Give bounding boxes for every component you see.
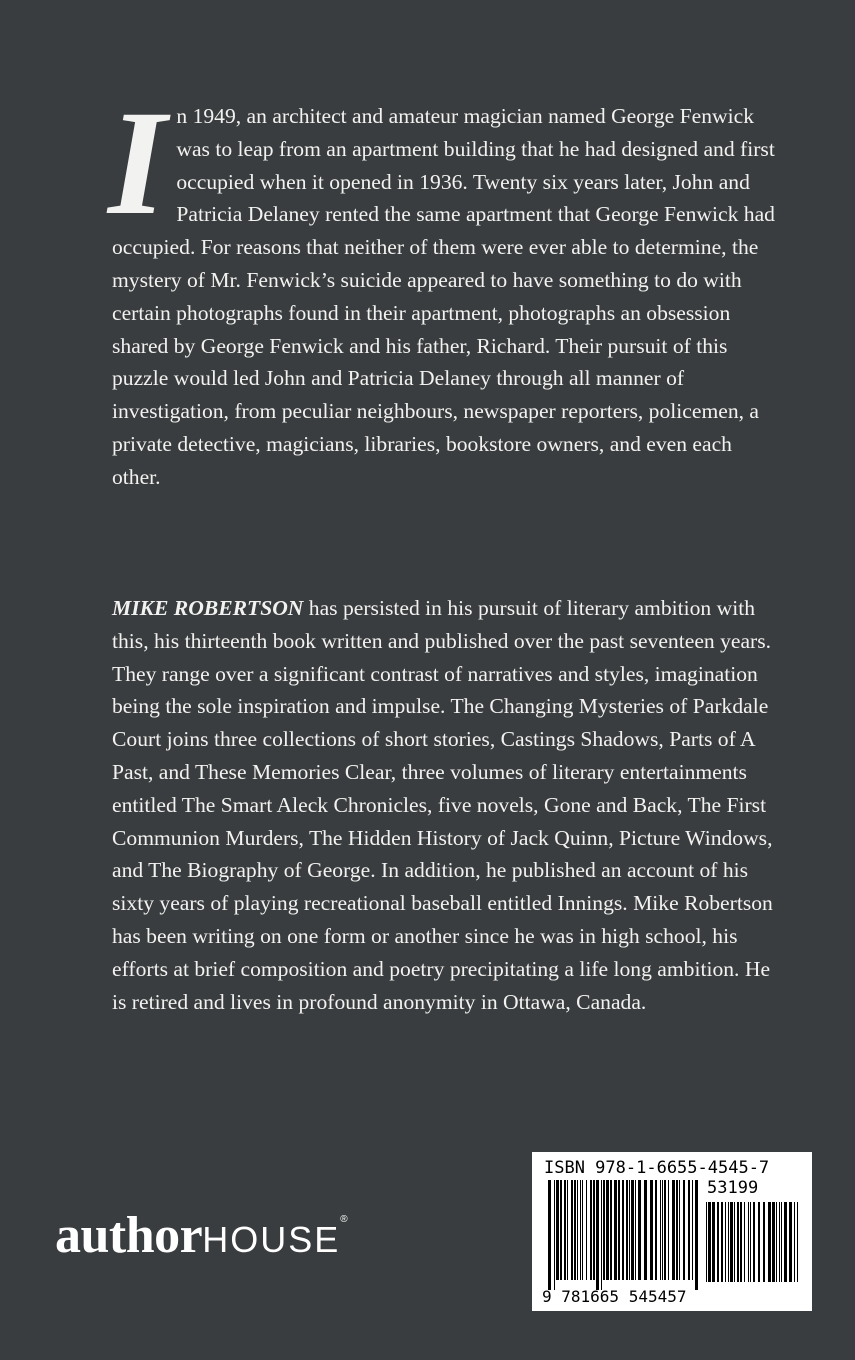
barcode-bar xyxy=(797,1202,798,1282)
barcode-bar xyxy=(567,1180,568,1280)
barcode-bar xyxy=(610,1180,612,1280)
barcode-bar xyxy=(748,1202,749,1282)
barcode-bar xyxy=(668,1180,669,1280)
publisher-logo-author: author xyxy=(55,1207,203,1264)
barcode-bar xyxy=(590,1180,592,1280)
synopsis-paragraph xyxy=(108,80,777,494)
barcode-bar xyxy=(750,1202,751,1282)
barcode-bar xyxy=(688,1180,690,1280)
barcode-bar xyxy=(753,1202,755,1282)
publisher-logo xyxy=(55,1206,348,1264)
barcode-bar xyxy=(695,1180,698,1290)
barcode-bar xyxy=(776,1202,777,1282)
barcode-bar xyxy=(683,1180,685,1280)
barcode-bar xyxy=(784,1202,787,1282)
barcode-bar xyxy=(676,1180,678,1280)
barcode-bar xyxy=(593,1180,595,1280)
barcode-main-bars xyxy=(548,1180,700,1290)
author-bio-paragraph xyxy=(112,592,777,1018)
barcode-bar xyxy=(622,1180,624,1280)
barcode-bar xyxy=(560,1180,562,1280)
barcode-bar xyxy=(744,1202,745,1282)
drop-cap: I xyxy=(108,80,167,246)
barcode-bar xyxy=(614,1180,617,1280)
barcode-bar xyxy=(556,1180,559,1280)
barcode-bar xyxy=(606,1180,609,1280)
barcode-bar xyxy=(706,1202,707,1282)
barcode-bar xyxy=(548,1180,551,1290)
barcode-digits: 9 781665 545457 xyxy=(542,1287,687,1306)
barcode-bar xyxy=(734,1202,735,1282)
publisher-logo-house: HOUSE xyxy=(202,1219,341,1260)
barcode-bar xyxy=(574,1180,576,1280)
barcode-bar xyxy=(740,1202,742,1282)
barcode-bar xyxy=(626,1180,628,1280)
barcode-bar xyxy=(781,1202,782,1282)
barcode-bar xyxy=(794,1202,795,1282)
barcode-bar xyxy=(638,1180,641,1280)
barcode-bar xyxy=(728,1202,729,1282)
barcode-bar xyxy=(725,1202,726,1282)
barcode-bar xyxy=(601,1180,602,1290)
barcode-box xyxy=(532,1152,812,1311)
barcode-bar xyxy=(730,1202,733,1282)
barcode-bar xyxy=(580,1180,581,1280)
barcode-bar xyxy=(737,1202,739,1282)
barcode-bar xyxy=(582,1180,583,1280)
barcode-bar xyxy=(571,1180,573,1280)
barcode-bar xyxy=(672,1180,675,1280)
barcode-bar xyxy=(660,1180,661,1280)
barcode-bar xyxy=(772,1202,775,1282)
barcode-bar xyxy=(554,1180,555,1290)
barcode-bar xyxy=(763,1202,765,1282)
barcode-bar xyxy=(629,1180,630,1280)
barcode-bar xyxy=(721,1202,723,1282)
barcode-bar xyxy=(708,1202,711,1282)
barcode-bar xyxy=(692,1180,693,1280)
barcode-bar xyxy=(664,1180,666,1280)
isbn-label: ISBN 978-1-6655-4545-7 xyxy=(544,1158,770,1178)
barcode-bar xyxy=(768,1202,771,1282)
barcode-bar xyxy=(717,1202,719,1282)
author-bio-text: has persisted in his pursuit of literary ambition with this, his thirteenth book written and published over the past seventeen years. They range over a significant contrast of narratives and styles, imagination being the sole inspiration and impulse. The Changing Mysteries of Parkdale Court joins three collections of short stories, Castings Shadows, Parts of A Past, and These Memories Clear, three volumes of literary entertainments entitled The Smart Aleck Chronicles, five novels, Gone and Back, The First Communion Murders, The Hidden History of Jack Quinn, Picture Windows, and The Biography of George. In addition, he published an account of his sixty years of playing recreational baseball entitled Innings. Mike Robertson has been writing on one form or another since he was in high school, his efforts at brief composition and poetry precipitating a life long ambition. He is retired and lives in profound anonymity in Ottawa, Canada. xyxy=(112,596,773,1014)
barcode-bar xyxy=(586,1180,587,1280)
barcode-addon-bars xyxy=(706,1202,800,1292)
barcode-bar xyxy=(662,1180,663,1280)
author-name: MIKE ROBERTSON xyxy=(112,596,304,620)
barcode-bar xyxy=(712,1202,715,1282)
registered-mark: ® xyxy=(340,1214,348,1225)
barcode-bar xyxy=(631,1180,634,1280)
price-code: 53199 xyxy=(707,1178,759,1198)
barcode-bar xyxy=(758,1202,760,1282)
barcode-bar xyxy=(789,1202,792,1282)
barcode-bar xyxy=(650,1180,653,1280)
barcode-bar xyxy=(779,1202,780,1282)
synopsis-text: n 1949, an architect and amateur magician named George Fenwick was to leap from an apartment building that he had designed and first occupied when it opened in 1936. Twenty six years later, John and Patricia Delaney rented the same apartment that George Fenwick had occupied. For reasons that neither of them were ever able to determine, the mystery of Mr. Fenwick’s suicide appeared to have something to do with certain photographs found in their apartment, photographs an obsession shared by George Fenwick and his father, Richard. Their pursuit of this puzzle would led John and Patricia Delaney through all manner of investigation, from peculiar neighbours, newspaper reporters, policemen, a private detective, magicians, libraries, bookstore owners, and even each other. xyxy=(112,104,775,489)
barcode-bar xyxy=(564,1180,566,1280)
barcode-bar xyxy=(644,1180,647,1280)
barcode-bar xyxy=(635,1180,636,1280)
barcode-bar xyxy=(603,1180,605,1280)
barcode-bar xyxy=(655,1180,657,1280)
barcode-bar xyxy=(577,1180,578,1280)
barcode-bar xyxy=(618,1180,620,1280)
barcode-bar xyxy=(596,1180,599,1290)
barcode-bar xyxy=(679,1180,680,1280)
